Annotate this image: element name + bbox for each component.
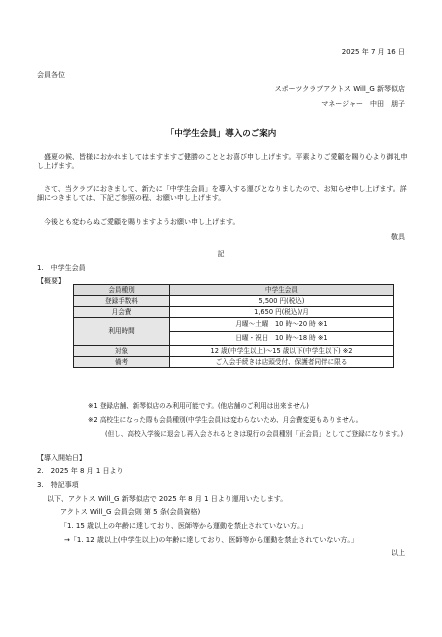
- row-label-registration-fee: 登録手数料: [74, 296, 170, 307]
- row-label-monthly-fee: 月会費: [74, 307, 170, 318]
- section-3-heading: 3. 特記事項: [37, 481, 79, 489]
- row-label-remarks: 備考: [74, 357, 170, 368]
- table-header-value: 中学生会員: [170, 285, 394, 296]
- special-line-4: →「1. 12 歳以上(中学生以上)の年齢に達しており、医師等から運動を禁止されていない方。」: [64, 536, 358, 544]
- start-date-label: 【導入開始日】: [37, 454, 86, 462]
- note-1: ※1 登録店舗、新琴似店のみ利用可能です。(他店舗のご利用は出来ません): [88, 402, 309, 410]
- document-title: 「中学生会員」導入のご案内: [165, 129, 277, 139]
- intro-paragraph-1: 盛夏の候、皆様におかれましてはますますご健勝のこととお喜び申し上げます。平素よりご愛顧を賜り心より御礼申し上げます。: [37, 153, 408, 170]
- table-header-type: 会員種別: [74, 285, 170, 296]
- start-date-item: 2. 2025 年 8 月 1 日より: [37, 467, 124, 475]
- row-value-hours-weekday: 月曜～土曜 10 時～20 時 ※1: [170, 318, 394, 332]
- membership-table: [73, 284, 394, 368]
- closing-keigu: 敬具: [391, 233, 405, 241]
- intro-paragraph-3: 今後とも変わらぬご愛顧を賜りますようお願い申し上げます。: [44, 218, 240, 226]
- row-value-registration-fee: 5,500 円(税込): [170, 296, 394, 307]
- row-label-hours: 利用時間: [74, 318, 170, 346]
- document-date: 2025 年 7 月 16 日: [341, 48, 405, 56]
- table-row: [74, 346, 394, 357]
- row-value-remarks: ご入会手続きは店頭受付、保護者同伴に限る: [170, 357, 394, 368]
- overview-label: 【概要】: [37, 277, 65, 285]
- note-2: ※2 高校生になった際も会員種別(中学生会員)は変わらないため、月会費変更もありません。: [88, 416, 363, 424]
- special-line-2: アクトス Will_G 会員会則 第 5 条(会員資格): [60, 508, 201, 516]
- ki-heading: 記: [217, 250, 225, 258]
- section-1-heading: 1. 中学生会員: [37, 264, 86, 272]
- closing-ijou: 以上: [391, 549, 405, 557]
- sender-person: マネージャー 中田 朋子: [321, 100, 405, 108]
- addressee: 会員各位: [37, 71, 65, 79]
- table-row: [74, 357, 394, 368]
- row-value-monthly-fee: 1,650 円(税込)/月: [170, 307, 394, 318]
- special-line-1: 以下、アクトス Will_G 新琴似店で 2025 年 8 月 1 日より運用いたします。: [47, 495, 288, 503]
- table-row: [74, 318, 394, 332]
- row-value-hours-holiday: 日曜・祝日 10 時～18 時 ※1: [170, 332, 394, 346]
- row-value-eligibility: 12 歳(中学生以上)～15 歳以下(中学生以下) ※2: [170, 346, 394, 357]
- intro-paragraph-2: さて、当クラブにおきまして、新たに「中学生会員」を導入する運びとなりましたので、お知らせ申し上げます。詳細につきましては、下記ご参照の程、お願い申し上げます。: [37, 185, 407, 202]
- table-row: [74, 307, 394, 318]
- note-3: (但し、高校入学後に退会し再入会されるときは現行の会員種別「正会員」としてご登録になります。): [105, 430, 404, 438]
- table-row: [74, 296, 394, 307]
- row-label-eligibility: 対象: [74, 346, 170, 357]
- sender-organization: スポーツクラブアクトス Will_G 新琴似店: [274, 85, 405, 93]
- special-line-3: 「1. 15 歳以上の年齢に達しており、医師等から運動を禁止されていない方。」: [60, 522, 308, 530]
- table-header-row: [74, 285, 394, 296]
